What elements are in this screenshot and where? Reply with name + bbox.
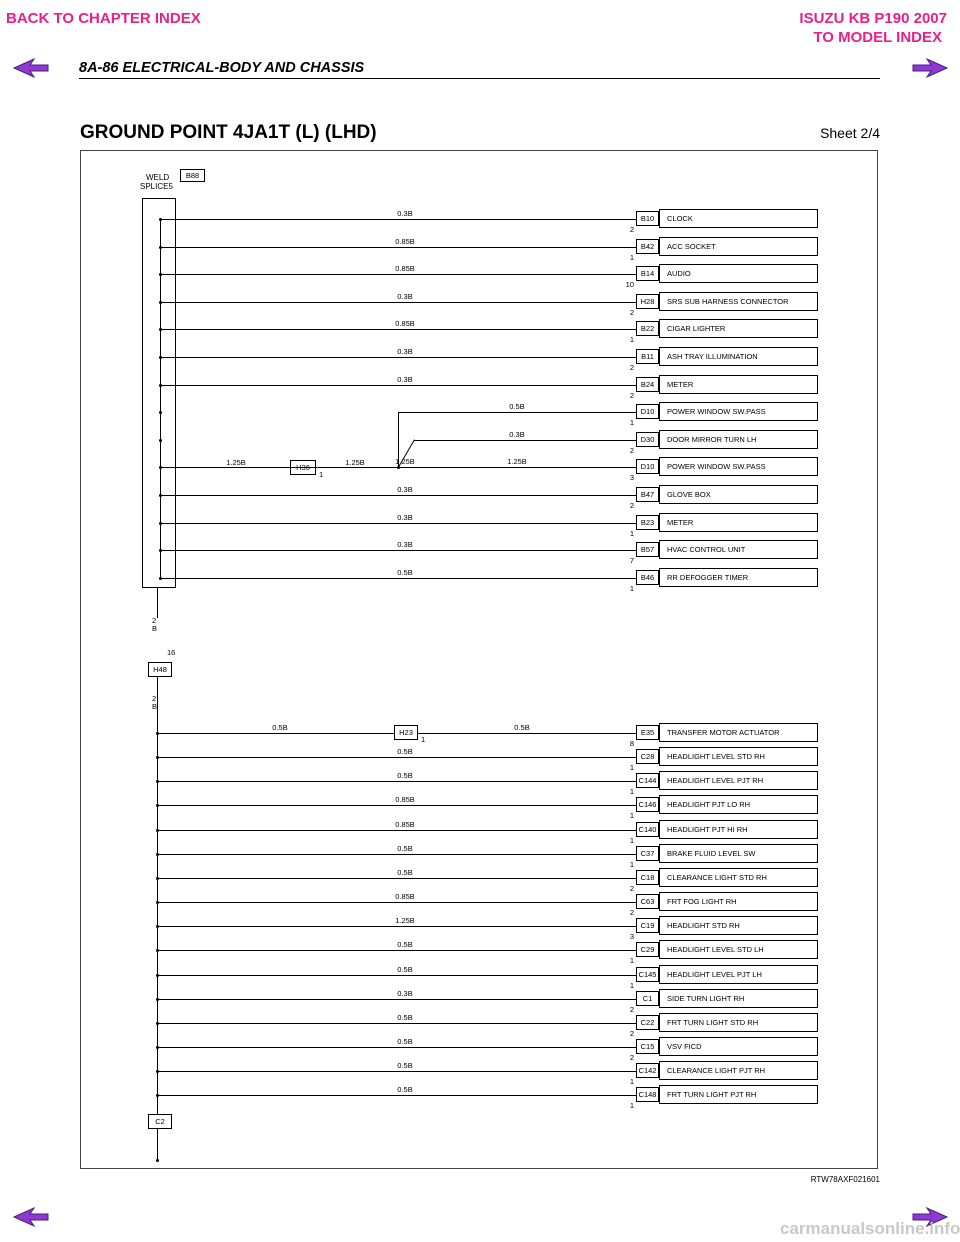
connector-b14: B14 [636, 266, 659, 281]
wire-size-label: 1.25B [395, 916, 415, 926]
wire-size-label: 0.3B [397, 485, 413, 494]
connector-d10: D10 [636, 459, 659, 474]
wire-size-label: 0.85B [395, 892, 415, 902]
pin-number: 1 [629, 1077, 634, 1087]
connector-b11: B11 [636, 349, 659, 364]
ground-wire [160, 523, 636, 524]
h23-wire-in-size: 0.5B [272, 723, 288, 732]
pin-number: 2 [629, 1004, 634, 1014]
destination-side-turn-light-rh: SIDE TURN LIGHT RH [659, 989, 818, 1008]
splice-junction-dot [156, 974, 159, 977]
connector-c148: C148 [636, 1087, 659, 1102]
pin-number: 2 [629, 307, 634, 317]
h36-input-wire [160, 467, 290, 468]
pin-number: 1 [629, 583, 634, 593]
connector-c37: C37 [636, 846, 659, 861]
connector-c146: C146 [636, 797, 659, 812]
wire-size-label: 0.5B [397, 867, 413, 877]
to-model-index-link[interactable]: TO MODEL INDEX [813, 29, 942, 46]
ground-wire [160, 247, 636, 248]
h48-pin: 16 [167, 648, 176, 657]
destination-headlight-level-pjt-rh: HEADLIGHT LEVEL PJT RH [659, 771, 818, 790]
pin-number: 3 [629, 932, 634, 942]
previous-page-bottom-arrow-icon[interactable] [12, 1206, 50, 1228]
wire-size-label: 0.5B [397, 1085, 413, 1095]
ground-wire [157, 805, 636, 806]
pin-number: 2 [629, 390, 634, 400]
wire-size-label: 0.3B [397, 291, 413, 301]
splice-junction-dot [156, 829, 159, 832]
wire-size-label: 0.5B [509, 402, 525, 412]
connector-c144: C144 [636, 773, 659, 788]
connector-h28: H28 [636, 294, 659, 309]
wire-size-label: 0.5B [397, 940, 413, 950]
ground-wire [157, 1023, 636, 1024]
destination-headlight-pjt-lo-rh: HEADLIGHT PJT LO RH [659, 795, 818, 814]
connector-d10: D10 [636, 404, 659, 419]
wire-size-label: 0.5B [397, 1036, 413, 1046]
pin-number: 8 [629, 739, 634, 748]
destination-clearance-light-pjt-rh: CLEARANCE LIGHT PJT RH [659, 1061, 818, 1080]
wire-size-label: 0.85B [395, 819, 415, 829]
destination-frt-turn-light-std-rh: FRT TURN LIGHT STD RH [659, 1013, 818, 1032]
connector-h36: H36 [290, 460, 316, 475]
splice-junction-dot [156, 1046, 159, 1049]
wire-size-label: 1.25B [395, 457, 415, 467]
h23-output-wire [418, 733, 636, 734]
pin-number: 2 [629, 225, 634, 234]
destination-clearance-light-std-rh: CLEARANCE LIGHT STD RH [659, 868, 818, 887]
splice-junction-dot [159, 522, 162, 525]
splice-junction-dot [159, 356, 162, 359]
splice-junction-dot [159, 494, 162, 497]
pin-number: 2 [629, 1052, 634, 1062]
model-name[interactable]: ISUZU KB P190 2007 [799, 10, 947, 27]
connector-h23: H23 [394, 725, 418, 740]
destination-frt-turn-light-pjt-rh: FRT TURN LIGHT PJT RH [659, 1085, 818, 1104]
ground-wire [157, 830, 636, 831]
h48-lower-wire-size: 2 [152, 694, 157, 703]
connector-c63: C63 [636, 894, 659, 909]
h36-wire-out-size: 1.25B [345, 458, 365, 467]
pin-number: 2 [629, 908, 634, 918]
destination-rr-defogger-timer: RR DEFOGGER TIMER [659, 568, 818, 587]
pin-number: 1 [629, 763, 634, 773]
connector-b23: B23 [636, 515, 659, 530]
ground-wire [160, 302, 636, 303]
next-page-arrow-icon[interactable] [911, 57, 949, 79]
connector-c1: C1 [636, 991, 659, 1006]
ground-wire [157, 757, 636, 758]
destination-door-mirror-turn-lh: DOOR MIRROR TURN LH [659, 430, 818, 449]
ground-wire [157, 950, 636, 951]
wire-size-label: 0.3B [397, 512, 413, 522]
wire-size-label: 0.85B [395, 319, 415, 329]
wire-size-label: 0.5B [397, 747, 413, 757]
wire-size-label: 0.5B [397, 964, 413, 974]
ground-terminal-dot [156, 1159, 159, 1162]
lower-bus-wire [157, 676, 158, 1161]
destination-ash-tray-illumination: ASH TRAY ILLUMINATION [659, 347, 818, 366]
ground-wire [157, 975, 636, 976]
ground-wire [157, 999, 636, 1000]
ground-wire [160, 357, 636, 358]
destination-power-window-sw-pass: POWER WINDOW SW.PASS [659, 402, 818, 421]
destination-transfer-motor-actuator: TRANSFER MOTOR ACTUATOR [659, 723, 818, 742]
pin-number: 1 [629, 811, 634, 821]
wire-size-label: 0.5B [397, 771, 413, 781]
connector-c15: C15 [636, 1039, 659, 1054]
destination-brake-fluid-level-sw: BRAKE FLUID LEVEL SW [659, 844, 818, 863]
destination-glove-box: GLOVE BOX [659, 485, 818, 504]
connector-c22: C22 [636, 1015, 659, 1030]
destination-audio: AUDIO [659, 264, 818, 283]
header-rule [79, 78, 880, 79]
ground-wire [160, 329, 636, 330]
ground-wire [160, 495, 636, 496]
destination-headlight-level-pjt-lh: HEADLIGHT LEVEL PJT LH [659, 965, 818, 984]
page-title: GROUND POINT 4JA1T (L) (LHD) [80, 122, 377, 143]
ground-wire [157, 1095, 636, 1096]
ground-wire [157, 781, 636, 782]
connector-b46: B46 [636, 570, 659, 585]
h48-upper-wire-color: B [152, 624, 158, 633]
connector-b24: B24 [636, 377, 659, 392]
pin-number: 2 [629, 501, 634, 510]
connector-b88: B88 [180, 169, 205, 182]
destination-clock: CLOCK [659, 209, 818, 228]
pin-number: 1 [629, 956, 634, 966]
pin-number: 1 [629, 418, 634, 428]
connector-h48: H48 [148, 662, 172, 677]
destination-cigar-lighter: CIGAR LIGHTER [659, 319, 818, 338]
connector-c140: C140 [636, 822, 659, 837]
connector-c145: C145 [636, 967, 659, 982]
splice-junction-dot [159, 439, 162, 442]
connector-d30: D30 [636, 432, 659, 447]
ground-wire [157, 902, 636, 903]
connector-e35: E35 [636, 725, 659, 740]
sheet-number: Sheet 2/4 [820, 125, 880, 141]
destination-vsv-ficd: VSV FICD [659, 1037, 818, 1056]
splice-junction-dot [159, 218, 162, 221]
pin-number: 1 [629, 980, 634, 990]
destination-acc-socket: ACC SOCKET [659, 237, 818, 256]
ground-wire [160, 274, 636, 275]
destination-headlight-std-rh: HEADLIGHT STD RH [659, 916, 818, 935]
splice-junction-dot [156, 877, 159, 880]
previous-page-arrow-icon[interactable] [12, 57, 50, 79]
weld-label: WELD [146, 173, 170, 182]
splice-junction-dot [156, 1022, 159, 1025]
destination-headlight-level-std-rh: HEADLIGHT LEVEL STD RH [659, 747, 818, 766]
wire-size-label: 0.85B [395, 264, 415, 274]
destination-headlight-pjt-hi-rh: HEADLIGHT PJT HI RH [659, 820, 818, 839]
pin-number: 1 [629, 335, 634, 345]
splice-junction-dot [159, 301, 162, 304]
h23-wire-out-size: 0.5B [514, 723, 530, 732]
pin-number: 2 [629, 363, 634, 372]
destination-power-window-sw-pass: POWER WINDOW SW.PASS [659, 457, 818, 476]
h36-output-wire [316, 467, 636, 468]
section-header: 8A-86 ELECTRICAL-BODY AND CHASSIS [79, 60, 365, 76]
pin-number: 2 [629, 883, 634, 893]
splice-label: SPLICE5 [140, 182, 173, 191]
wire-size-label: 0.3B [397, 209, 413, 218]
connector-c18: C18 [636, 870, 659, 885]
connector-c19: C19 [636, 918, 659, 933]
connector-b22: B22 [636, 321, 659, 336]
ground-wire [160, 550, 636, 551]
destination-headlight-level-std-lh: HEADLIGHT LEVEL STD LH [659, 940, 818, 959]
destination-hvac-control-unit: HVAC CONTROL UNIT [659, 540, 818, 559]
destination-frt-fog-light-rh: FRT FOG LIGHT RH [659, 892, 818, 911]
connector-c29: C29 [636, 942, 659, 957]
pin-number: 3 [629, 473, 634, 483]
wire-size-label: 0.3B [397, 347, 413, 356]
wire-size-label: 0.5B [397, 1061, 413, 1071]
connector-b47: B47 [636, 487, 659, 502]
wire-size-label: 1.25B [507, 457, 527, 467]
wire-size-label: 0.85B [395, 795, 415, 805]
connector-b57: B57 [636, 542, 659, 557]
destination-srs-sub-harness-connector: SRS SUB HARNESS CONNECTOR [659, 292, 818, 311]
ground-wire [160, 385, 636, 386]
wire-size-label: 0.85B [395, 236, 415, 246]
branch-riser-wire [398, 412, 399, 467]
connector-b10: B10 [636, 211, 659, 226]
splice-junction-dot [159, 246, 162, 249]
ground-wire [157, 926, 636, 927]
pin-number: 7 [629, 556, 634, 566]
ground-wire [160, 578, 636, 579]
ground-wire [157, 1047, 636, 1048]
connector-c28: C28 [636, 749, 659, 764]
pin-number: 1 [629, 835, 634, 845]
h23-input-wire [157, 733, 394, 734]
wire-size-label: 0.3B [397, 988, 413, 998]
wire-size-label: 0.3B [397, 540, 413, 550]
connector-c142: C142 [636, 1063, 659, 1078]
ground-wire [157, 878, 636, 879]
pin-number: 1 [629, 252, 634, 262]
watermark: carmanualsonline.info [780, 1219, 960, 1238]
h36-pin: 1 [319, 470, 324, 479]
weld-splice-box [142, 198, 176, 588]
ground-wire [157, 854, 636, 855]
back-to-chapter-index-link[interactable]: BACK TO CHAPTER INDEX [6, 10, 201, 27]
splice-junction-dot [159, 577, 162, 580]
pin-number: 2 [629, 1028, 634, 1038]
h36-wire-in-size: 1.25B [226, 458, 246, 467]
wire-size-label: 0.5B [397, 843, 413, 853]
splice-to-h48-wire [157, 588, 158, 618]
h48-lower-wire-color: B [152, 702, 158, 711]
destination-meter: METER [659, 513, 818, 532]
wire-size-label: 0.5B [397, 567, 413, 577]
ground-wire [160, 219, 636, 220]
h48-upper-wire-size: 2 [152, 616, 157, 625]
branch-wire-row-a [398, 412, 636, 413]
wire-size-label: 0.3B [509, 429, 525, 439]
wire-size-label: 0.5B [397, 1012, 413, 1022]
connector-b42: B42 [636, 239, 659, 254]
destination-meter: METER [659, 375, 818, 394]
branch-wire-row-b [414, 440, 636, 441]
figure-code: RTW78AXF021601 [810, 1175, 880, 1184]
splice-junction-dot [156, 853, 159, 856]
pin-number: 1 [629, 528, 634, 538]
pin-number: 10 [625, 280, 634, 290]
pin-number: 1 [629, 859, 634, 869]
pin-number: 1 [629, 787, 634, 797]
wire-size-label: 0.3B [397, 374, 413, 384]
pin-number: 2 [629, 445, 634, 455]
h23-pin: 1 [421, 735, 426, 744]
splice-junction-dot [159, 384, 162, 387]
pin-number: 1 [629, 1101, 634, 1111]
connector-c2: C2 [148, 1114, 172, 1129]
splice-junction-dot [156, 998, 159, 1001]
ground-wire [157, 1071, 636, 1072]
